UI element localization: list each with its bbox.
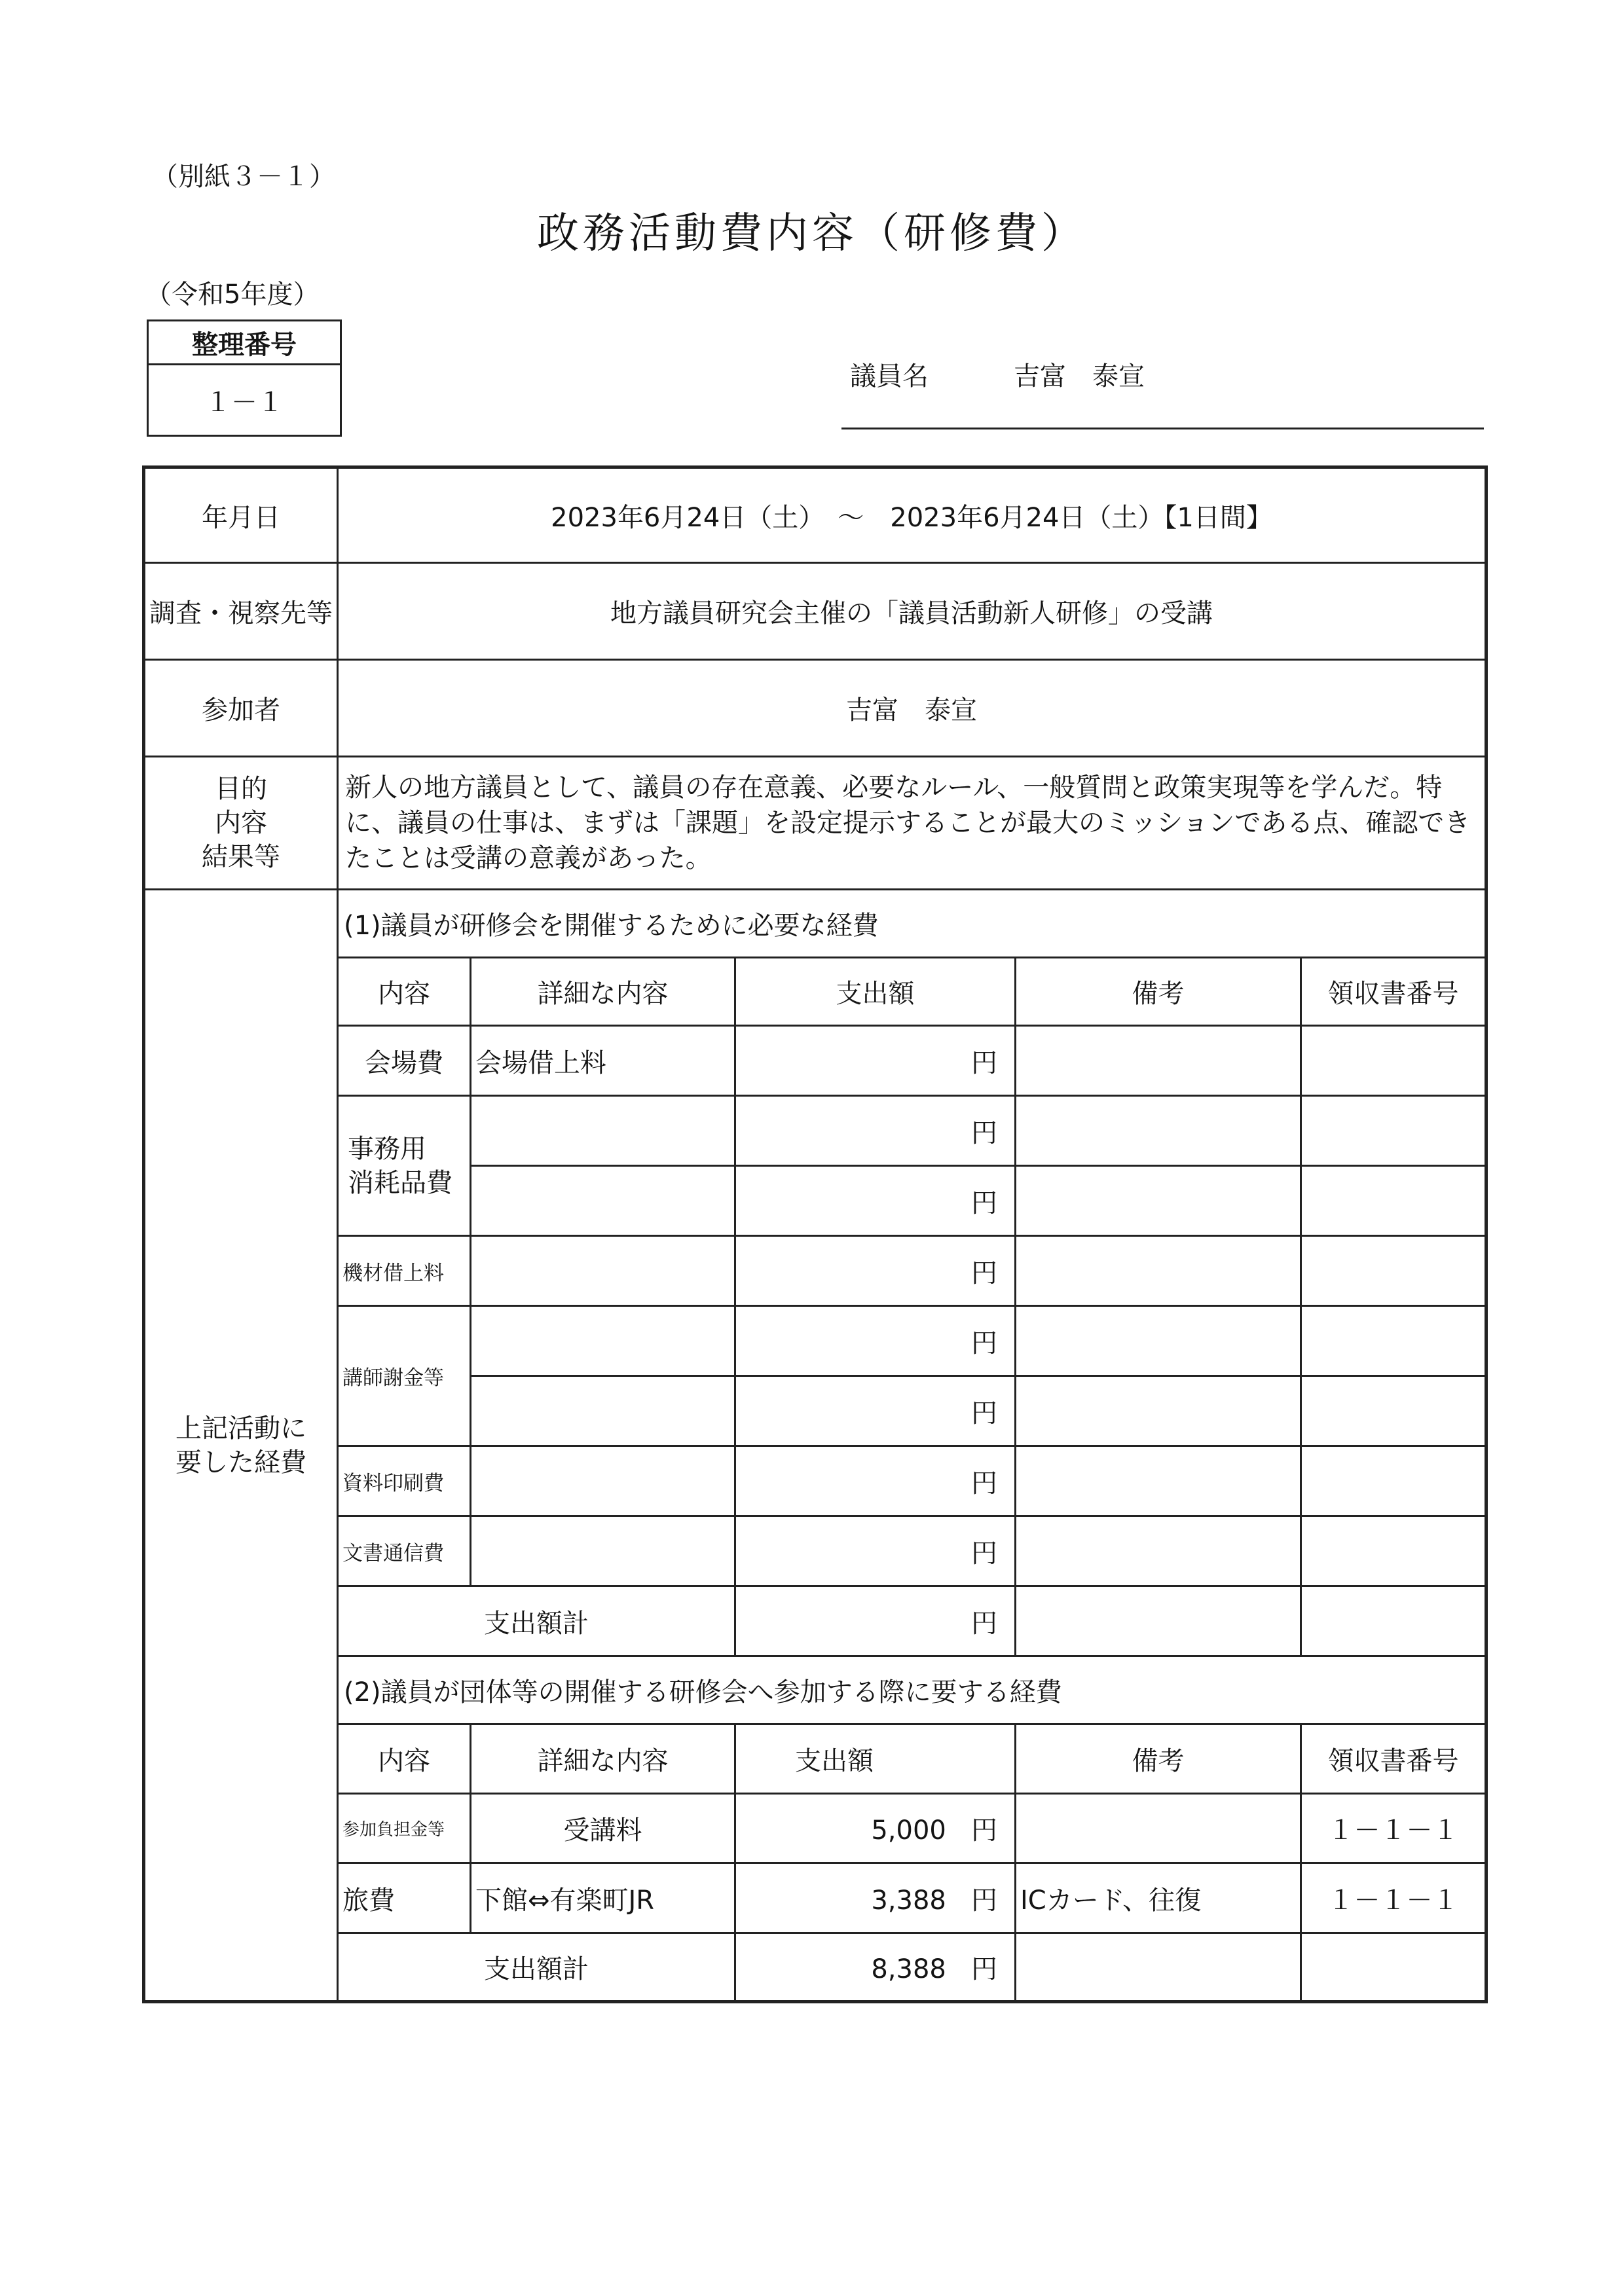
communications-note — [1016, 1516, 1301, 1586]
section1-total-row — [144, 1586, 1486, 1656]
section1-total-note — [1016, 1586, 1301, 1656]
purpose-row — [144, 757, 1486, 890]
col-header-detail: 詳細な内容 — [471, 958, 735, 1026]
expenses-label — [144, 890, 338, 2002]
section1-total-amount: 円 — [735, 1586, 1016, 1656]
expenses-label-line: 上記活動に — [175, 1413, 306, 1444]
date-row — [144, 467, 1486, 563]
table-row — [144, 1446, 1486, 1516]
office-supplies-receipt — [1301, 1166, 1486, 1236]
communications-receipt — [1301, 1516, 1486, 1586]
table-row — [144, 1026, 1486, 1096]
reference-number-box — [147, 319, 342, 437]
travel-label: 旅費 — [338, 1863, 471, 1933]
equipment-label: 機材借上料 — [338, 1236, 471, 1306]
lecturer-detail — [471, 1376, 735, 1446]
table-row — [144, 1794, 1486, 1863]
col-header-content: 内容 — [338, 958, 471, 1026]
communications-detail — [471, 1516, 735, 1586]
section1-header-row — [144, 958, 1486, 1026]
participants-value: 吉富 泰宣 — [338, 660, 1486, 757]
section2-total-receipt — [1301, 1933, 1486, 2002]
document-label: （別紙３－１） — [152, 162, 335, 192]
col-header-note: 備考 — [1016, 1724, 1301, 1794]
venue-note — [1016, 1026, 1301, 1096]
col-header-amount: 支出額 — [735, 958, 1016, 1026]
office-supplies-amount: 円 — [735, 1096, 1016, 1166]
office-supplies-label-line: 消耗品費 — [348, 1167, 452, 1198]
col-header-note: 備考 — [1016, 958, 1301, 1026]
lecturer-receipt — [1301, 1306, 1486, 1376]
printing-detail — [471, 1446, 735, 1516]
purpose-label-line: 内容 — [215, 808, 267, 838]
col-header-receipt: 領収書番号 — [1301, 1724, 1486, 1794]
col-header-content: 内容 — [338, 1724, 471, 1794]
lecturer-amount: 円 — [735, 1376, 1016, 1446]
printing-receipt — [1301, 1446, 1486, 1516]
yen-unit: 円 — [971, 1885, 997, 1916]
destination-row — [144, 563, 1486, 660]
yen-unit: 円 — [971, 1954, 997, 1984]
office-supplies-label-line: 事務用 — [348, 1133, 426, 1164]
communications-label: 文書通信費 — [338, 1516, 471, 1586]
participation-fee-receipt: １－１－１ — [1301, 1794, 1486, 1863]
table-row — [144, 1516, 1486, 1586]
expense-details-table — [142, 465, 1488, 2003]
reference-number-header: 整理番号 — [148, 321, 341, 365]
office-supplies-receipt — [1301, 1096, 1486, 1166]
travel-detail: 下館⇔有楽町JR — [471, 1863, 735, 1933]
printing-label: 資料印刷費 — [338, 1446, 471, 1516]
table-row — [144, 1236, 1486, 1306]
lecturer-note — [1016, 1306, 1301, 1376]
lecturer-note — [1016, 1376, 1301, 1446]
printing-amount: 円 — [735, 1446, 1016, 1516]
office-supplies-detail — [471, 1096, 735, 1166]
travel-note: ICカード、往復 — [1016, 1863, 1301, 1933]
equipment-detail — [471, 1236, 735, 1306]
section2-title: (2)議員が団体等の開催する研修会へ参加する際に要する経費 — [338, 1656, 1486, 1724]
table-row — [144, 1863, 1486, 1933]
travel-amount — [735, 1863, 1016, 1933]
lecturer-receipt — [1301, 1376, 1486, 1446]
destination-label: 調査・視察先等 — [144, 563, 338, 660]
expenses-label-line: 要した経費 — [175, 1447, 306, 1478]
yen-unit: 円 — [971, 1815, 997, 1846]
venue-amount: 円 — [735, 1026, 1016, 1096]
page-title: 政務活動費内容（研修費） — [537, 210, 1087, 258]
section2-header-row — [144, 1724, 1486, 1794]
office-supplies-note — [1016, 1166, 1301, 1236]
purpose-text: 新人の地方議員として、議員の存在意義、必要なルール、一般質問と政策実現等を学んだ。特に、議員の仕事は、まずは「課題」を設定提示することが最大のミッションである点、確認できたことは受講の意義があった。 — [338, 757, 1486, 890]
travel-receipt: １－１－１ — [1301, 1863, 1486, 1933]
participants-row — [144, 660, 1486, 757]
lecturer-amount: 円 — [735, 1306, 1016, 1376]
participation-fee-amount — [735, 1794, 1016, 1863]
equipment-note — [1016, 1236, 1301, 1306]
lecturer-label: 講師謝金等 — [338, 1306, 471, 1446]
section2-total-label: 支出額計 — [338, 1933, 735, 2002]
fiscal-year: （令和5年度） — [145, 280, 320, 310]
venue-receipt — [1301, 1026, 1486, 1096]
col-header-receipt: 領収書番号 — [1301, 958, 1486, 1026]
equipment-amount: 円 — [735, 1236, 1016, 1306]
col-header-amount: 支出額 — [735, 1724, 1016, 1794]
participation-fee-detail: 受講料 — [471, 1794, 735, 1863]
member-name: 吉富 泰宣 — [1014, 361, 1145, 392]
participation-fee-value: 5,000 — [871, 1815, 946, 1846]
date-label: 年月日 — [144, 467, 338, 563]
section1-total-label: 支出額計 — [338, 1586, 735, 1656]
purpose-label-line: 目的 — [215, 774, 267, 804]
section2-total-value: 8,388 — [871, 1954, 946, 1984]
participation-fee-note — [1016, 1794, 1301, 1863]
col-header-detail: 詳細な内容 — [471, 1724, 735, 1794]
venue-label: 会場費 — [338, 1026, 471, 1096]
table-row — [144, 1096, 1486, 1166]
participation-fee-label: 参加負担金等 — [338, 1794, 471, 1863]
table-row — [144, 1306, 1486, 1376]
office-supplies-note — [1016, 1096, 1301, 1166]
section2-total-note — [1016, 1933, 1301, 2002]
destination-value: 地方議員研究会主催の「議員活動新人研修」の受講 — [338, 563, 1486, 660]
participants-label: 参加者 — [144, 660, 338, 757]
office-supplies-label — [338, 1096, 471, 1236]
date-value: 2023年6月24日（土） ～ 2023年6月24日（土）【1日間】 — [338, 467, 1486, 563]
office-supplies-detail — [471, 1166, 735, 1236]
communications-amount: 円 — [735, 1516, 1016, 1586]
equipment-receipt — [1301, 1236, 1486, 1306]
office-supplies-amount: 円 — [735, 1166, 1016, 1236]
travel-value: 3,388 — [871, 1885, 946, 1916]
section2-total-row — [144, 1933, 1486, 2002]
section1-title: (1)議員が研修会を開催するために必要な経費 — [338, 890, 1486, 958]
purpose-label — [144, 757, 338, 890]
printing-note — [1016, 1446, 1301, 1516]
venue-detail: 会場借上料 — [471, 1026, 735, 1096]
member-name-label: 議員名 — [850, 361, 929, 392]
section1-total-receipt — [1301, 1586, 1486, 1656]
member-name-underline — [841, 428, 1484, 429]
purpose-label-line: 結果等 — [202, 842, 280, 872]
reference-number-value: １－１ — [148, 365, 341, 436]
lecturer-detail — [471, 1306, 735, 1376]
section2-total-amount — [735, 1933, 1016, 2002]
